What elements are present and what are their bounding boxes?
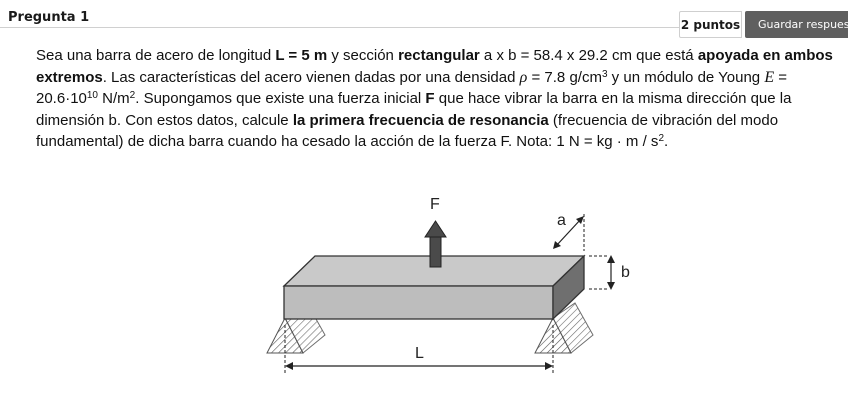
superscript: 2 [658,133,664,144]
question-bold-section: rectangular [398,47,480,64]
rho-symbol: ρ [519,68,528,86]
question-text-part: . [664,133,669,150]
question-text-part: . Supongamos que existe una fuerza inicial [135,90,426,107]
question-bold-length: L = 5 m [275,47,328,64]
young-symbol: E [764,68,775,86]
points-badge: 2 puntos [679,11,742,38]
question-text-part: N/m [98,90,130,107]
question-text-part: y sección [327,47,399,64]
dimension-a-label: a [557,212,566,229]
question-text-part: Sea una barra de acero de longitud [36,47,276,64]
question-bold-force: F [425,90,435,107]
question-text-part: . Las características del acero vienen dadas por una densidad [102,68,520,86]
question-title: Pregunta 1 [8,10,90,25]
question-bold-supports: apoyada en ambos extremos [36,47,833,86]
superscript: 2 [129,90,136,101]
beam-diagram [255,185,645,385]
force-label: F [430,196,440,213]
question-header [0,0,861,40]
question-text-part: = 7.8 g/cm [527,68,602,86]
question-text-part: = 20.6·10 [36,68,788,107]
superscript: 3 [601,68,608,80]
question-text-part: que hace vibrar la barra en la misma dirección que la dimensión b. Con estos datos, calcule [36,90,792,129]
header-divider [0,27,680,28]
question-bold-target: la primera frecuencia de resonancia [292,111,549,129]
question-text [36,45,836,153]
question-text-part: a x b = 58.4 x 29.2 cm que está [479,47,698,64]
beam-front-face [284,286,553,319]
dimension-b-label: b [621,264,630,281]
dimension-b [589,255,615,290]
question-text-part: (frecuencia de vibración del modo fundamental) de dicha barra cuando ha cesado la acción de la fuerza F. Nota: 1 N = kg · m / s [36,111,779,150]
superscript: 10 [86,90,98,101]
dimension-L-label: L [415,345,424,362]
question-text-part: y un módulo de Young [607,68,765,86]
save-answer-button[interactable]: Guardar respuesta [745,11,848,38]
